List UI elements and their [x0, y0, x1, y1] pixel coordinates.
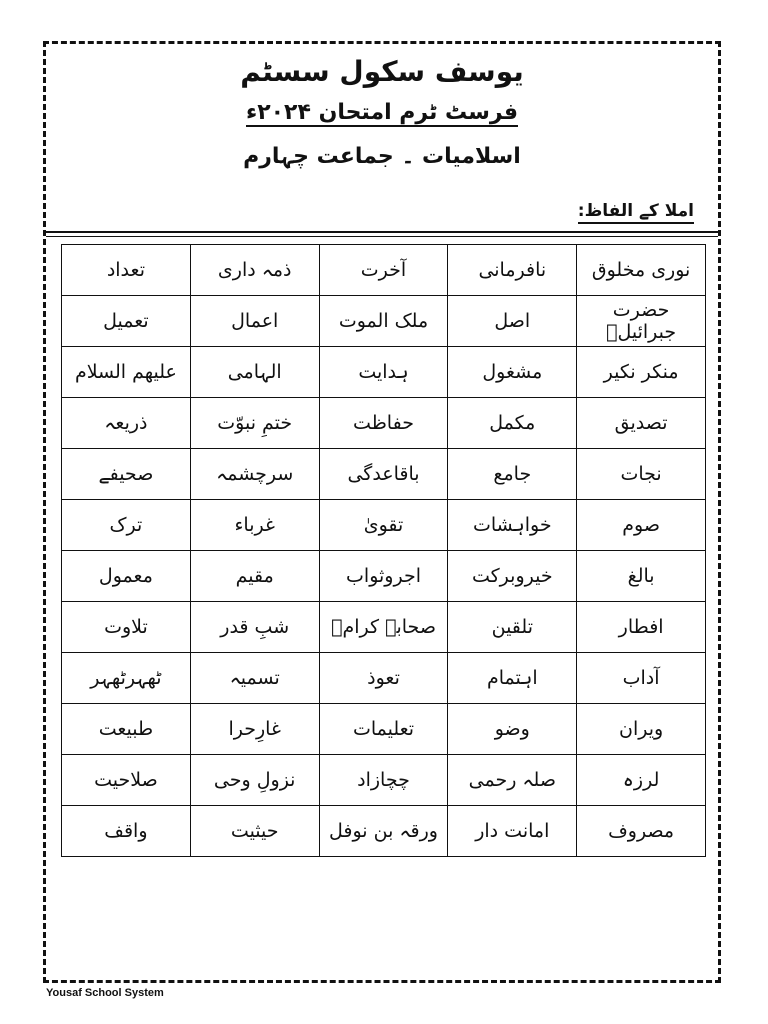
word-cell: تلاوت	[62, 602, 191, 653]
dictation-words-table	[61, 244, 706, 857]
word-cell: ذریعہ	[62, 398, 191, 449]
word-cell: ملک الموت	[319, 296, 448, 347]
word-cell: نوری مخلوق	[577, 245, 706, 296]
table-row	[62, 551, 706, 602]
table-row	[62, 449, 706, 500]
word-cell: صحابہ کرامؓ	[319, 602, 448, 653]
word-cell: ویران	[577, 704, 706, 755]
school-name: یوسف سکول سسٹم	[240, 55, 524, 88]
word-cell: بالغ	[577, 551, 706, 602]
table-row	[62, 398, 706, 449]
word-cell: مکمل	[448, 398, 577, 449]
word-cell: افطار	[577, 602, 706, 653]
word-cell: وضو	[448, 704, 577, 755]
table-row	[62, 296, 706, 347]
word-cell: نافرمانی	[448, 245, 577, 296]
word-cell: طبیعت	[62, 704, 191, 755]
word-cell: حیثیت	[190, 806, 319, 857]
word-cell: غرباء	[190, 500, 319, 551]
exam-title	[46, 98, 718, 128]
word-cell: امانت دار	[448, 806, 577, 857]
word-cell: تسمیہ	[190, 653, 319, 704]
word-cell: صلاحیت	[62, 755, 191, 806]
word-cell: مقیم	[190, 551, 319, 602]
word-cell: تعداد	[62, 245, 191, 296]
table-row	[62, 755, 706, 806]
word-cell: آداب	[577, 653, 706, 704]
word-cell: اعمال	[190, 296, 319, 347]
word-cell: لرزہ	[577, 755, 706, 806]
word-cell: صحیفے	[62, 449, 191, 500]
footer-school-name: Yousaf School System	[46, 987, 164, 999]
word-cell: غارِحرا	[190, 704, 319, 755]
sheet-header	[46, 44, 718, 234]
word-cell: واقف	[62, 806, 191, 857]
word-cell: الہامی	[190, 347, 319, 398]
table-row	[62, 602, 706, 653]
word-cell: تقویٰ	[319, 500, 448, 551]
word-cell: صلہ رحمی	[448, 755, 577, 806]
table-row	[62, 806, 706, 857]
word-cell: ختمِ نبوّت	[190, 398, 319, 449]
word-cell: نجات	[577, 449, 706, 500]
word-cell: اجروثواب	[319, 551, 448, 602]
table-row	[62, 704, 706, 755]
table-row	[62, 500, 706, 551]
word-cell: صوم	[577, 500, 706, 551]
word-cell: جامع	[448, 449, 577, 500]
word-cell: تلقین	[448, 602, 577, 653]
word-cell: باقاعدگی	[319, 449, 448, 500]
word-cell: معمول	[62, 551, 191, 602]
header-divider	[46, 231, 718, 237]
table-row	[62, 347, 706, 398]
word-cell: تعمیل	[62, 296, 191, 347]
word-cell: تعوذ	[319, 653, 448, 704]
word-cell: تصدیق	[577, 398, 706, 449]
word-cell: مشغول	[448, 347, 577, 398]
word-cell: منکر نکیر	[577, 347, 706, 398]
word-cell: تعلیمات	[319, 704, 448, 755]
word-cell: ٹھہرٹھہر	[62, 653, 191, 704]
word-cell: چچازاد	[319, 755, 448, 806]
section-label: املا کے الفاظ:	[578, 200, 694, 224]
word-cell: اصل	[448, 296, 577, 347]
word-cell: علیھم السلام	[62, 347, 191, 398]
word-cell: مصروف	[577, 806, 706, 857]
exam-sheet	[43, 41, 721, 983]
word-cell: ہدایت	[319, 347, 448, 398]
word-cell: آخرت	[319, 245, 448, 296]
word-cell: خیروبرکت	[448, 551, 577, 602]
exam-title-text: فرسٹ ٹرم امتحان ۲۰۲۴ء	[245, 100, 519, 125]
word-cell: خواہشات	[448, 500, 577, 551]
word-cell: ترک	[62, 500, 191, 551]
words-table-body	[62, 245, 706, 857]
table-row	[62, 245, 706, 296]
word-cell: ذمہ داری	[190, 245, 319, 296]
word-cell: نزولِ وحی	[190, 755, 319, 806]
subject-class: اسلامیات ۔ جماعت چہارم	[243, 144, 521, 169]
word-cell: اہتمام	[448, 653, 577, 704]
table-row	[62, 653, 706, 704]
word-cell: سرچشمہ	[190, 449, 319, 500]
word-cell: حفاظت	[319, 398, 448, 449]
word-cell: شبِ قدر	[190, 602, 319, 653]
word-cell: ورقہ بن نوفل	[319, 806, 448, 857]
word-cell: حضرت جبرائیلؑ	[577, 296, 706, 347]
